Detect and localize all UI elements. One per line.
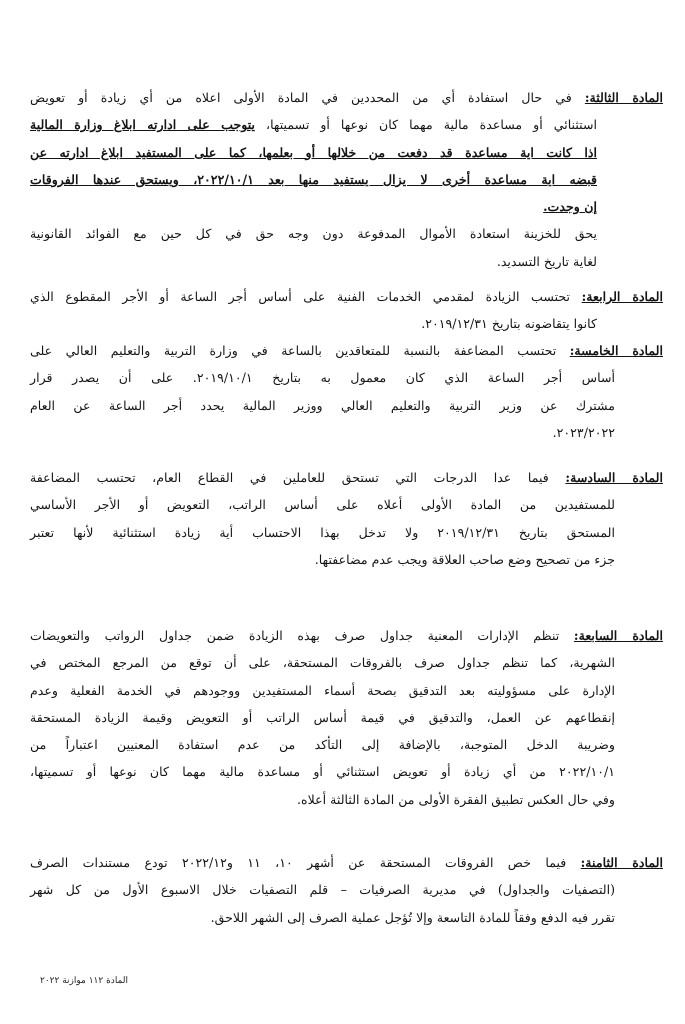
article-fifth-line-2: أساس أجر الساعة الذي كان معمول به بتاريخ ٢٠١٩/١٠/١. على أن يصدر قرار [30, 370, 615, 386]
article-third-line-2: استثنائي أو مساعدة مالية مهما كان نوعها أو تسميتها، يتوجب على ادارته ابلاغ وزارة المالية [30, 117, 597, 133]
article-seventh-line-1: المادة السابعة: تنظم الإدارات المعنية جداول صرف بهذه الزيادة ضمن جداول الرواتب والتعويضات [30, 628, 663, 643]
article-fifth-line-4: ٢٠٢٣/٢٠٢٢. [552, 424, 615, 440]
article-third-title: المادة الثالثة: [584, 90, 663, 105]
article-seventh-title: المادة السابعة: [573, 628, 663, 643]
article-seventh-line-7: وفي حال العكس تطبيق الفقرة الأولى من المادة الثالثة أعلاه. [297, 791, 615, 807]
article-sixth-title: المادة السادسة: [565, 470, 663, 485]
article-third-line-7: لغاية تاريخ التسديد. [496, 253, 597, 269]
article-seventh-line-2: الشهرية، كما تنظم جداول صرف بالفروقات المستحقة، على أن توقع من المرجع المختص في [30, 655, 615, 671]
article-fourth-title: المادة الرابعة: [581, 289, 664, 304]
article-third-line-5: إن وجدت. [543, 199, 597, 215]
article-sixth [30, 472, 663, 581]
article-sixth-line-3: المستحق بتاريخ ٢٠١٩/١٢/٣١ ولا تدخل بهذا الاحتساب أية زيادة استثنائية لأنها تعتبر [30, 524, 615, 540]
page-footer: المادة ١١٢ موازنة ٢٠٢٢ [40, 976, 129, 986]
article-fifth [30, 345, 663, 454]
article-third-line-3: اذا كانت اية مساعدة قد دفعت من خلالها أو بعلمها، كما على المستفيد ابلاغ ادارته عن [30, 144, 597, 160]
article-seventh-line-6: ٢٠٢٢/١٠/١ من أي زيادة أو تعويض استثنائي أو مساعدة مالية مهما كان نوعها أو تسميتها، [30, 764, 615, 780]
article-fourth-line-1: المادة الرابعة: تحتسب الزيادة لمقدمي الخدمات الفنية على أساس أجر الساعة أو الأجر المقطوع الذي [30, 289, 664, 304]
article-eighth-title: المادة الثامنة: [580, 855, 663, 870]
article-sixth-line-4: جزء من تصحيح وضع صاحب العلاقة ويجب عدم مضاعفتها. [314, 551, 615, 567]
article-eighth-line-1: المادة الثامنة: فيما خص الفروقات المستحقة عن أشهر ١٠، ١١ و٢٠٢٢/١٢ تودع مستندات الصرف [30, 855, 663, 870]
article-fifth-line-1: المادة الخامسة: تحتسب المضاعفة بالنسبة للمتعاقدين بالساعة في وزارة التربية والتعليم العالي على [30, 343, 663, 358]
article-seventh-line-5: وضريبة الدخل المتوجبة، بالإضافة إلى التأكد من عدم استفادة المعنيين اعتباراً من [30, 737, 615, 753]
article-sixth-line-1: المادة السادسة: فيما عدا الدرجات التي تستحق للعاملين في القطاع العام، تحتسب المضاعفة [30, 470, 663, 485]
article-third [30, 92, 663, 283]
article-sixth-line-2: للمستفيدين من المادة الأولى أعلاه على أساس الراتب، التعويض أو الأجر الأساسي [30, 497, 615, 513]
article-fifth-line-3: مشترك عن وزير التربية والتعليم العالي ووزير المالية يحدد أجر الساعة عن العام [30, 397, 615, 413]
article-seventh [30, 630, 663, 821]
article-fourth-line-2: كانوا يتقاضونه بتاريخ ٢٠١٩/١٢/٣١. [421, 316, 597, 332]
article-third-line-6: يحق للخزينة استعادة الأموال المدفوعة دون وجه حق في كل حين مع الفوائد القانونية [30, 226, 597, 242]
article-eighth-line-3: تقرر فيه الدفع وفقاً للمادة التاسعة وإلا تُؤجل عملية الصرف إلى الشهر اللاحق. [210, 909, 615, 925]
article-seventh-line-4: إنقطاعهم عن العمل، والتدقيق في قيمة أساس الراتب أو التعويض وقيمة الزيادة المستحقة [30, 709, 615, 725]
article-fifth-title: المادة الخامسة: [569, 343, 663, 358]
article-third-line-4: قبضه اية مساعدة أخرى لا يزال يستفيد منها بعد ٢٠٢٢/١٠/١، ويستحق عندها الفروقات [30, 171, 598, 187]
article-fourth [30, 291, 663, 346]
article-third-line-1: المادة الثالثة: في حال استفادة أي من المحددين في المادة الأولى اعلاه من أي زيادة أو تعويض [30, 90, 663, 105]
article-eighth [30, 857, 663, 939]
article-eighth-line-2: (التصفيات والجداول) في مديرية الصرفيات – قلم التصفيات خلال الاسبوع الأول من كل شهر [30, 882, 615, 898]
article-seventh-line-3: الإدارة على مسؤوليته بعد التدقيق بصحة أسماء المستفيدين ووجودهم في الخدمة الفعلية وعدم [30, 682, 615, 698]
